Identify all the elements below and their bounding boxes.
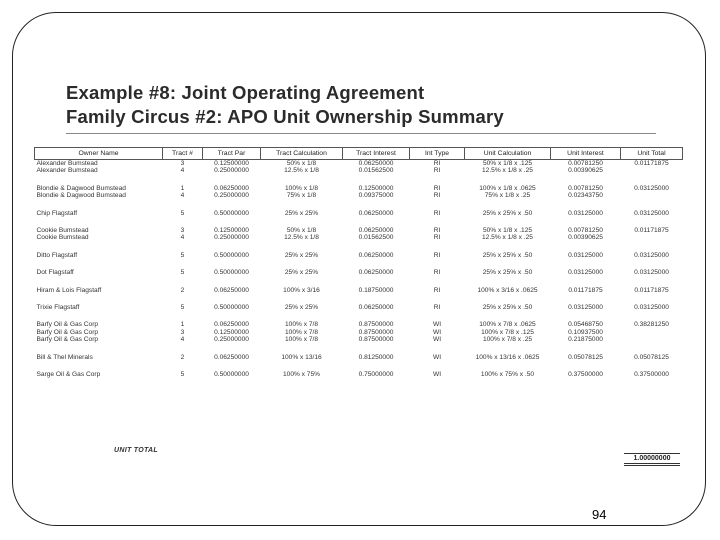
table-row xyxy=(35,371,683,378)
cell-tract-calculation: 25% x 25% xyxy=(284,304,319,312)
cell-int-type: WI xyxy=(432,371,442,379)
spacer-cell xyxy=(35,200,683,210)
cell-unit-calculation: 25% x 25% x .50 xyxy=(482,251,533,259)
table-row xyxy=(35,227,683,234)
cell-tract-par: 0.12500000 xyxy=(214,328,249,336)
spacer-cell xyxy=(35,242,683,252)
cell-tract-par: 0.06250000 xyxy=(214,184,249,192)
cell-tract-interest: 0.12500000 xyxy=(358,184,394,192)
cell-owner-name: Alexander Bumstead xyxy=(36,167,98,175)
cell-int-type: RI xyxy=(433,192,441,200)
cell-unit-total: 0.01171875 xyxy=(634,286,669,294)
cell-int-type: RI xyxy=(433,234,441,242)
slide-title-line2: Family Circus #2: APO Unit Ownership Summary xyxy=(66,106,504,127)
cell-unit-calculation: 25% x 25% x .50 xyxy=(482,209,533,217)
spacer-cell xyxy=(35,344,683,354)
table-row xyxy=(35,329,683,336)
cell-owner-name: Cookie Bumstead xyxy=(36,234,89,242)
cell-tract-number: 4 xyxy=(180,234,185,242)
cell-unit-calculation: 50% x 1/8 x .125 xyxy=(482,227,533,235)
table-row xyxy=(35,167,683,174)
cell-tract-interest: 0.06250000 xyxy=(358,160,394,167)
cell-tract-calculation: 100% x 75% xyxy=(282,371,321,379)
page-number: 94 xyxy=(592,507,607,522)
cell-unit-interest: 0.03125000 xyxy=(568,251,603,259)
cell-unit-calculation: 75% x 1/8 x .25 xyxy=(484,192,531,200)
cell-unit-total xyxy=(621,234,683,241)
title-divider xyxy=(66,133,656,134)
cell-tract-calculation: 75% x 1/8 xyxy=(286,192,317,200)
col-header-unit-calculation: Unit Calculation xyxy=(465,148,551,160)
cell-unit-calculation: 100% x 3/16 x .0625 xyxy=(477,286,538,294)
table-row xyxy=(35,269,683,276)
cell-owner-name: Alexander Bumstead xyxy=(36,160,98,167)
cell-tract-calculation: 25% x 25% xyxy=(284,269,319,277)
cell-tract-calculation: 25% x 25% xyxy=(284,251,319,259)
cell-int-type: RI xyxy=(433,286,441,294)
table-header-row xyxy=(35,148,683,160)
cell-tract-calculation: 100% x 1/8 xyxy=(285,184,318,192)
cell-owner-name: Dot Flagstaff xyxy=(36,269,74,277)
table-body xyxy=(35,160,683,379)
cell-tract-number: 5 xyxy=(180,269,185,277)
cell-unit-calculation: 50% x 1/8 x .125 xyxy=(482,160,533,167)
cell-unit-interest: 0.21875000 xyxy=(568,336,603,344)
table-row xyxy=(35,185,683,192)
cell-tract-number: 3 xyxy=(180,328,185,336)
cell-unit-calculation: 100% x 7/8 x .0625 xyxy=(479,321,536,329)
group-spacer xyxy=(35,277,683,287)
cell-tract-number: 5 xyxy=(180,304,185,312)
cell-int-type: RI xyxy=(433,269,441,277)
cell-tract-interest: 0.01562500 xyxy=(358,234,394,242)
cell-unit-total: 0.03125000 xyxy=(634,184,669,192)
cell-unit-calculation: 100% x 13/16 x .0625 xyxy=(475,353,540,361)
spacer-cell xyxy=(35,361,683,371)
cell-owner-name: Hiram & Lois Flagstaff xyxy=(36,286,102,294)
cell-owner-name: Cookie Bumstead xyxy=(36,227,89,235)
cell-unit-calculation: 100% x 1/8 x .0625 xyxy=(479,184,536,192)
slide-title-line1: Example #8: Joint Operating Agreement xyxy=(66,82,425,103)
cell-tract-interest: 0.87500000 xyxy=(358,321,394,329)
group-spacer xyxy=(35,242,683,252)
cell-tract-calculation: 25% x 25% xyxy=(284,209,319,217)
table-row xyxy=(35,192,683,199)
cell-unit-calculation: 12.5% x 1/8 x .25 xyxy=(482,234,533,242)
cell-tract-interest: 0.06250000 xyxy=(358,304,394,312)
cell-tract-par: 0.06250000 xyxy=(214,321,249,329)
group-spacer xyxy=(35,200,683,210)
cell-tract-number: 3 xyxy=(180,227,185,235)
group-spacer xyxy=(35,361,683,371)
cell-unit-interest: 0.02343750 xyxy=(568,192,603,200)
group-spacer xyxy=(35,175,683,185)
cell-tract-interest: 0.01562500 xyxy=(358,167,394,175)
table-row xyxy=(35,287,683,294)
spacer-cell xyxy=(35,175,683,185)
cell-owner-name: Chip Flagstaff xyxy=(36,209,78,217)
cell-tract-calculation: 100% x 7/8 xyxy=(285,336,318,344)
cell-tract-number: 5 xyxy=(180,209,185,217)
cell-owner-name: Sarge Oil & Gas Corp xyxy=(36,371,101,379)
cell-tract-number: 1 xyxy=(180,184,185,192)
cell-tract-par: 0.50000000 xyxy=(214,371,249,379)
cell-owner-name: Barfy Oil & Gas Corp xyxy=(36,328,99,336)
cell-tract-interest: 0.09375000 xyxy=(358,192,394,200)
cell-tract-par: 0.25000000 xyxy=(214,234,249,242)
cell-tract-par: 0.06250000 xyxy=(214,353,249,361)
cell-unit-interest: 0.03125000 xyxy=(568,209,603,217)
cell-owner-name: Trixie Flagstaff xyxy=(36,304,80,312)
spacer-cell xyxy=(35,311,683,321)
table-row xyxy=(35,160,683,168)
cell-unit-calculation: 100% x 7/8 x .25 xyxy=(482,336,533,344)
cell-unit-total xyxy=(621,336,683,343)
cell-unit-interest: 0.00781250 xyxy=(568,160,603,167)
spacer-cell xyxy=(35,277,683,287)
col-header-unit-total: Unit Total xyxy=(621,148,683,160)
col-header-tract-par: Tract Par xyxy=(203,148,261,160)
cell-int-type: RI xyxy=(433,184,441,192)
cell-tract-number: 2 xyxy=(180,286,185,294)
cell-tract-par: 0.50000000 xyxy=(214,209,249,217)
cell-tract-interest: 0.87500000 xyxy=(358,336,394,344)
cell-tract-calculation: 50% x 1/8 xyxy=(286,227,317,235)
table-row xyxy=(35,210,683,217)
cell-int-type: WI xyxy=(432,321,442,329)
cell-tract-interest: 0.06250000 xyxy=(358,269,394,277)
cell-unit-calculation: 25% x 25% x .50 xyxy=(482,269,533,277)
table-row xyxy=(35,354,683,361)
cell-unit-total: 0.05078125 xyxy=(634,353,669,361)
table-row xyxy=(35,252,683,259)
group-spacer xyxy=(35,311,683,321)
spacer-cell xyxy=(35,217,683,227)
cell-tract-calculation: 100% x 13/16 xyxy=(281,353,322,361)
cell-tract-calculation: 50% x 1/8 xyxy=(286,160,317,167)
cell-owner-name: Ditto Flagstaff xyxy=(36,251,78,259)
cell-owner-name: Blondie & Dagwood Bumstead xyxy=(36,184,126,192)
group-spacer xyxy=(35,217,683,227)
cell-unit-interest: 0.01171875 xyxy=(568,286,603,294)
spacer-cell xyxy=(35,259,683,269)
cell-tract-interest: 0.06250000 xyxy=(358,227,394,235)
cell-tract-number: 3 xyxy=(180,160,185,167)
cell-int-type: WI xyxy=(432,328,442,336)
unit-total-value: 1.00000000 xyxy=(624,453,680,466)
group-spacer xyxy=(35,344,683,354)
cell-tract-interest: 0.75000000 xyxy=(358,371,394,379)
cell-tract-interest: 0.18750000 xyxy=(358,286,394,294)
cell-int-type: RI xyxy=(433,227,441,235)
col-header-owner-name: Owner Name xyxy=(35,148,163,160)
cell-unit-total: 0.03125000 xyxy=(634,251,669,259)
cell-unit-total xyxy=(621,329,683,336)
col-header-unit-interest: Unit Interest xyxy=(551,148,621,160)
cell-tract-calculation: 100% x 7/8 xyxy=(285,328,318,336)
table-row xyxy=(35,336,683,343)
table-row xyxy=(35,321,683,328)
cell-tract-par: 0.50000000 xyxy=(214,269,249,277)
cell-owner-name: Barfy Oil & Gas Corp xyxy=(36,321,99,329)
cell-tract-calculation: 12.5% x 1/8 xyxy=(284,234,319,242)
cell-tract-par: 0.50000000 xyxy=(214,304,249,312)
cell-tract-par: 0.25000000 xyxy=(214,336,249,344)
group-spacer xyxy=(35,294,683,304)
cell-unit-total xyxy=(621,167,683,174)
cell-unit-interest: 0.00390625 xyxy=(568,167,603,175)
cell-unit-calculation: 100% x 75% x .50 xyxy=(480,371,535,379)
cell-tract-par: 0.12500000 xyxy=(214,227,249,235)
cell-unit-interest: 0.10937500 xyxy=(568,328,603,336)
cell-int-type: WI xyxy=(432,336,442,344)
spacer-cell xyxy=(35,294,683,304)
col-header-tract-number: Tract # xyxy=(163,148,203,160)
cell-unit-calculation: 25% x 25% x .50 xyxy=(482,304,533,312)
cell-unit-interest: 0.37500000 xyxy=(568,371,603,379)
cell-unit-total: 0.03125000 xyxy=(634,209,669,217)
col-header-tract-calculation: Tract Calculation xyxy=(261,148,343,160)
cell-unit-interest: 0.05468750 xyxy=(568,321,603,329)
cell-unit-total: 0.03125000 xyxy=(634,304,669,312)
cell-unit-interest: 0.03125000 xyxy=(568,304,603,312)
cell-tract-interest: 0.87500000 xyxy=(358,328,394,336)
unit-total-label: UNIT TOTAL xyxy=(114,447,158,454)
table-row xyxy=(35,234,683,241)
cell-unit-total: 0.37500000 xyxy=(634,371,669,379)
cell-tract-number: 4 xyxy=(180,336,185,344)
cell-unit-total: 0.03125000 xyxy=(634,269,669,277)
col-header-tract-interest: Tract Interest xyxy=(343,148,410,160)
cell-tract-number: 5 xyxy=(180,371,185,379)
cell-int-type: RI xyxy=(433,251,441,259)
cell-tract-interest: 0.06250000 xyxy=(358,209,394,217)
col-header-int-type: Int Type xyxy=(410,148,465,160)
cell-owner-name: Blondie & Dagwood Bumstead xyxy=(36,192,126,200)
cell-tract-calculation: 12.5% x 1/8 xyxy=(284,167,319,175)
cell-tract-number: 1 xyxy=(180,321,185,329)
cell-owner-name: Barfy Oil & Gas Corp xyxy=(36,336,99,344)
cell-int-type: RI xyxy=(433,167,441,175)
cell-tract-par: 0.12500000 xyxy=(214,160,249,167)
cell-unit-total: 0.01171875 xyxy=(634,227,669,235)
cell-tract-calculation: 100% x 7/8 xyxy=(285,321,318,329)
cell-tract-number: 2 xyxy=(180,353,185,361)
cell-unit-total: 0.01171875 xyxy=(634,160,669,167)
cell-int-type: RI xyxy=(433,304,441,312)
cell-unit-interest: 0.00390625 xyxy=(568,234,603,242)
cell-unit-interest: 0.00781250 xyxy=(568,227,603,235)
cell-tract-par: 0.25000000 xyxy=(214,167,249,175)
cell-int-type: RI xyxy=(433,160,441,167)
cell-tract-interest: 0.06250000 xyxy=(358,251,394,259)
cell-tract-number: 4 xyxy=(180,192,185,200)
cell-unit-calculation: 12.5% x 1/8 x .25 xyxy=(482,167,533,175)
cell-int-type: WI xyxy=(432,353,442,361)
cell-unit-calculation: 100% x 7/8 x .125 xyxy=(481,328,534,336)
cell-tract-number: 4 xyxy=(180,167,185,175)
cell-tract-number: 5 xyxy=(180,251,185,259)
cell-unit-interest: 0.05078125 xyxy=(568,353,603,361)
ownership-summary-table xyxy=(34,147,683,379)
cell-tract-calculation: 100% x 3/16 xyxy=(283,286,320,294)
cell-unit-total xyxy=(621,192,683,199)
cell-int-type: RI xyxy=(433,209,441,217)
cell-owner-name: Bill & Thel Minerals xyxy=(36,353,93,361)
table-row xyxy=(35,304,683,311)
cell-unit-interest: 0.03125000 xyxy=(568,269,603,277)
cell-tract-par: 0.06250000 xyxy=(214,286,249,294)
cell-tract-par: 0.25000000 xyxy=(214,192,249,200)
cell-unit-interest: 0.00781250 xyxy=(568,184,603,192)
cell-tract-interest: 0.81250000 xyxy=(358,353,394,361)
group-spacer xyxy=(35,259,683,269)
cell-unit-total: 0.38281250 xyxy=(634,321,669,329)
cell-tract-par: 0.50000000 xyxy=(214,251,249,259)
